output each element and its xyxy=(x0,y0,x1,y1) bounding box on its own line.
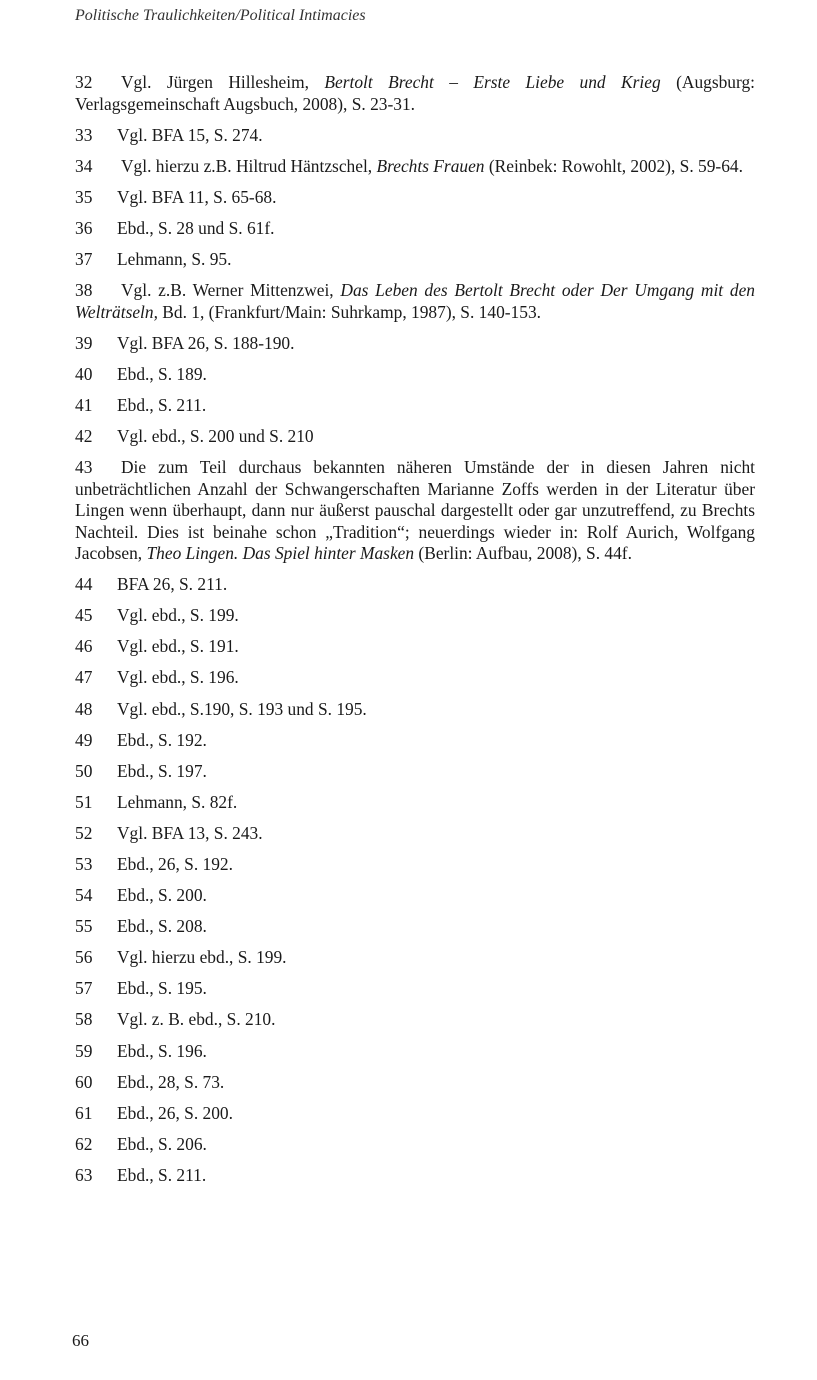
footnote-text: Ebd., S. 206. xyxy=(117,1133,207,1154)
footnote-text: Vgl. BFA 11, S. 65-68. xyxy=(117,186,277,207)
footnote-63 xyxy=(75,1165,755,1187)
footnote-title-italic: Brechts Frauen xyxy=(376,155,485,176)
footnote-number: 38 xyxy=(75,280,93,301)
running-header: Politische Traulichkeiten/Political Intimacies xyxy=(75,7,366,24)
footnote-number: 35 xyxy=(75,186,93,207)
footnote-text: Ebd., S. 196. xyxy=(117,1040,207,1061)
footnote-number: 39 xyxy=(75,332,93,353)
footnote-39 xyxy=(75,333,755,355)
footnote-number: 55 xyxy=(75,916,93,937)
footnote-title-italic: Theo Lingen. Das Spiel hinter Masken xyxy=(146,543,415,564)
footnote-37 xyxy=(75,249,755,271)
footnote-text: Ebd., S. 208. xyxy=(117,916,207,937)
footnote-38 xyxy=(75,280,755,323)
footnote-text: Vgl. hierzu z.B. Hiltrud Häntzschel, xyxy=(121,155,377,176)
footnote-number: 36 xyxy=(75,217,93,238)
footnote-number: 62 xyxy=(75,1133,93,1154)
footnote-53 xyxy=(75,854,755,876)
footnote-33 xyxy=(75,125,755,147)
footnote-text: Ebd., S. 200. xyxy=(117,885,207,906)
footnote-number: 34 xyxy=(75,155,93,176)
footnote-46 xyxy=(75,636,755,658)
footnote-text: Vgl. BFA 13, S. 243. xyxy=(117,822,263,843)
footnote-text: Ebd., S. 211. xyxy=(117,1164,207,1185)
footnote-text: Ebd., 28, S. 73. xyxy=(117,1071,225,1092)
footnote-41 xyxy=(75,395,755,417)
footnote-title-italic: Das Leben des Bertolt Brecht oder Der Umgang mit den Welträtseln, xyxy=(75,280,755,322)
footnote-number: 58 xyxy=(75,1009,93,1030)
page-number: 66 xyxy=(72,1331,89,1350)
footnote-text: Lehmann, S. 95. xyxy=(117,248,232,269)
footnote-text: Vgl. BFA 26, S. 188-190. xyxy=(117,332,295,353)
footnote-number: 46 xyxy=(75,636,93,657)
footnote-text: Ebd., 26, S. 192. xyxy=(117,853,233,874)
footnote-text: Ebd., 26, S. 200. xyxy=(117,1102,233,1123)
footnote-text: Die zum Teil durchaus bekannten näheren Umstände der in diesen Jahren nicht unbeträchtlichen Anzahl der Schwangerschaften Marianne Zoffs werden in der Literatur über Lingen wenn überhaupt, dann nur äußerst pauschal dargestellt oder gar unzutreffend, zu Brechts Nachteil. Dies ist beinahe schon „Tradition“; neuerdings wieder in: Rolf Aurich, Wolfgang Jacobsen, xyxy=(75,457,755,564)
footnote-number: 57 xyxy=(75,978,93,999)
footnote-text: Vgl. ebd., S. 200 und S. 210 xyxy=(117,425,314,446)
footnote-number: 43 xyxy=(75,457,93,478)
footnote-35 xyxy=(75,187,755,209)
footnote-number: 37 xyxy=(75,248,93,269)
footnote-text: Vgl. z. B. ebd., S. 210. xyxy=(117,1009,276,1030)
footnote-number: 54 xyxy=(75,885,93,906)
footnote-number: 41 xyxy=(75,394,93,415)
footnote-34 xyxy=(75,156,755,178)
footnote-number: 45 xyxy=(75,605,93,626)
footnote-number: 59 xyxy=(75,1040,93,1061)
footnote-number: 33 xyxy=(75,124,93,145)
footnote-text: BFA 26, S. 211. xyxy=(117,574,228,595)
footnote-42 xyxy=(75,426,755,448)
footnote-number: 56 xyxy=(75,947,93,968)
footnote-number: 44 xyxy=(75,574,93,595)
footnote-list xyxy=(75,72,755,1196)
footnote-text: Vgl. ebd., S.190, S. 193 und S. 195. xyxy=(117,698,367,719)
footnote-text: Vgl. z.B. Werner Mittenzwei, xyxy=(121,280,341,301)
footnote-text: Ebd., S. 189. xyxy=(117,363,207,384)
footnote-text: Vgl. ebd., S. 199. xyxy=(117,605,239,626)
footnote-56 xyxy=(75,947,755,969)
footnote-number: 42 xyxy=(75,425,93,446)
footnote-text: Ebd., S. 211. xyxy=(117,394,207,415)
footnote-text: Ebd., S. 197. xyxy=(117,760,207,781)
footnote-number: 60 xyxy=(75,1071,93,1092)
footnote-49 xyxy=(75,730,755,752)
footnote-40 xyxy=(75,364,755,386)
footnote-number: 32 xyxy=(75,72,93,92)
footnote-59 xyxy=(75,1041,755,1063)
footnote-62 xyxy=(75,1134,755,1156)
footnote-text: Vgl. ebd., S. 196. xyxy=(117,667,239,688)
footnote-32 xyxy=(75,72,755,115)
footnote-title-italic: Bertolt Brecht – Erste Liebe und Krieg xyxy=(324,72,661,92)
footnote-number: 51 xyxy=(75,791,93,812)
footnote-51 xyxy=(75,792,755,814)
footnote-54 xyxy=(75,885,755,907)
footnote-number: 47 xyxy=(75,667,93,688)
footnote-48 xyxy=(75,699,755,721)
footnote-47 xyxy=(75,667,755,689)
footnote-text: (Augsburg: Verlagsgemeinschaft Augsbuch, 2008), S. 23-31. xyxy=(75,72,755,114)
footnote-number: 52 xyxy=(75,822,93,843)
footnote-number: 63 xyxy=(75,1164,93,1185)
footnote-text: Ebd., S. 28 und S. 61f. xyxy=(117,217,275,238)
footnote-50 xyxy=(75,761,755,783)
footnote-text: Vgl. ebd., S. 191. xyxy=(117,636,239,657)
footnote-number: 50 xyxy=(75,760,93,781)
footnote-45 xyxy=(75,605,755,627)
footnote-43 xyxy=(75,457,755,565)
footnote-text: Bd. 1, (Frankfurt/Main: Suhrkamp, 1987), S. 140-153. xyxy=(157,301,541,322)
footnote-52 xyxy=(75,823,755,845)
footnote-number: 61 xyxy=(75,1102,93,1123)
footnote-text: Vgl. BFA 15, S. 274. xyxy=(117,124,263,145)
footnote-55 xyxy=(75,916,755,938)
footnote-number: 40 xyxy=(75,363,93,384)
footnote-57 xyxy=(75,978,755,1000)
footnote-number: 48 xyxy=(75,698,93,719)
footnote-text: Ebd., S. 195. xyxy=(117,978,207,999)
footnote-44 xyxy=(75,574,755,596)
footnote-58 xyxy=(75,1009,755,1031)
footnote-text: Vgl. hierzu ebd., S. 199. xyxy=(117,947,287,968)
footnote-number: 49 xyxy=(75,729,93,750)
footnote-text: (Berlin: Aufbau, 2008), S. 44f. xyxy=(414,543,632,564)
footnote-36 xyxy=(75,218,755,240)
footnote-text: (Reinbek: Rowohlt, 2002), S. 59-64. xyxy=(484,155,743,176)
footnote-61 xyxy=(75,1103,755,1125)
footnote-text: Lehmann, S. 82f. xyxy=(117,791,238,812)
footnote-number: 53 xyxy=(75,853,93,874)
footnote-text: Ebd., S. 192. xyxy=(117,729,207,750)
footnote-60 xyxy=(75,1072,755,1094)
footnote-text: Vgl. Jürgen Hillesheim, xyxy=(121,72,325,92)
